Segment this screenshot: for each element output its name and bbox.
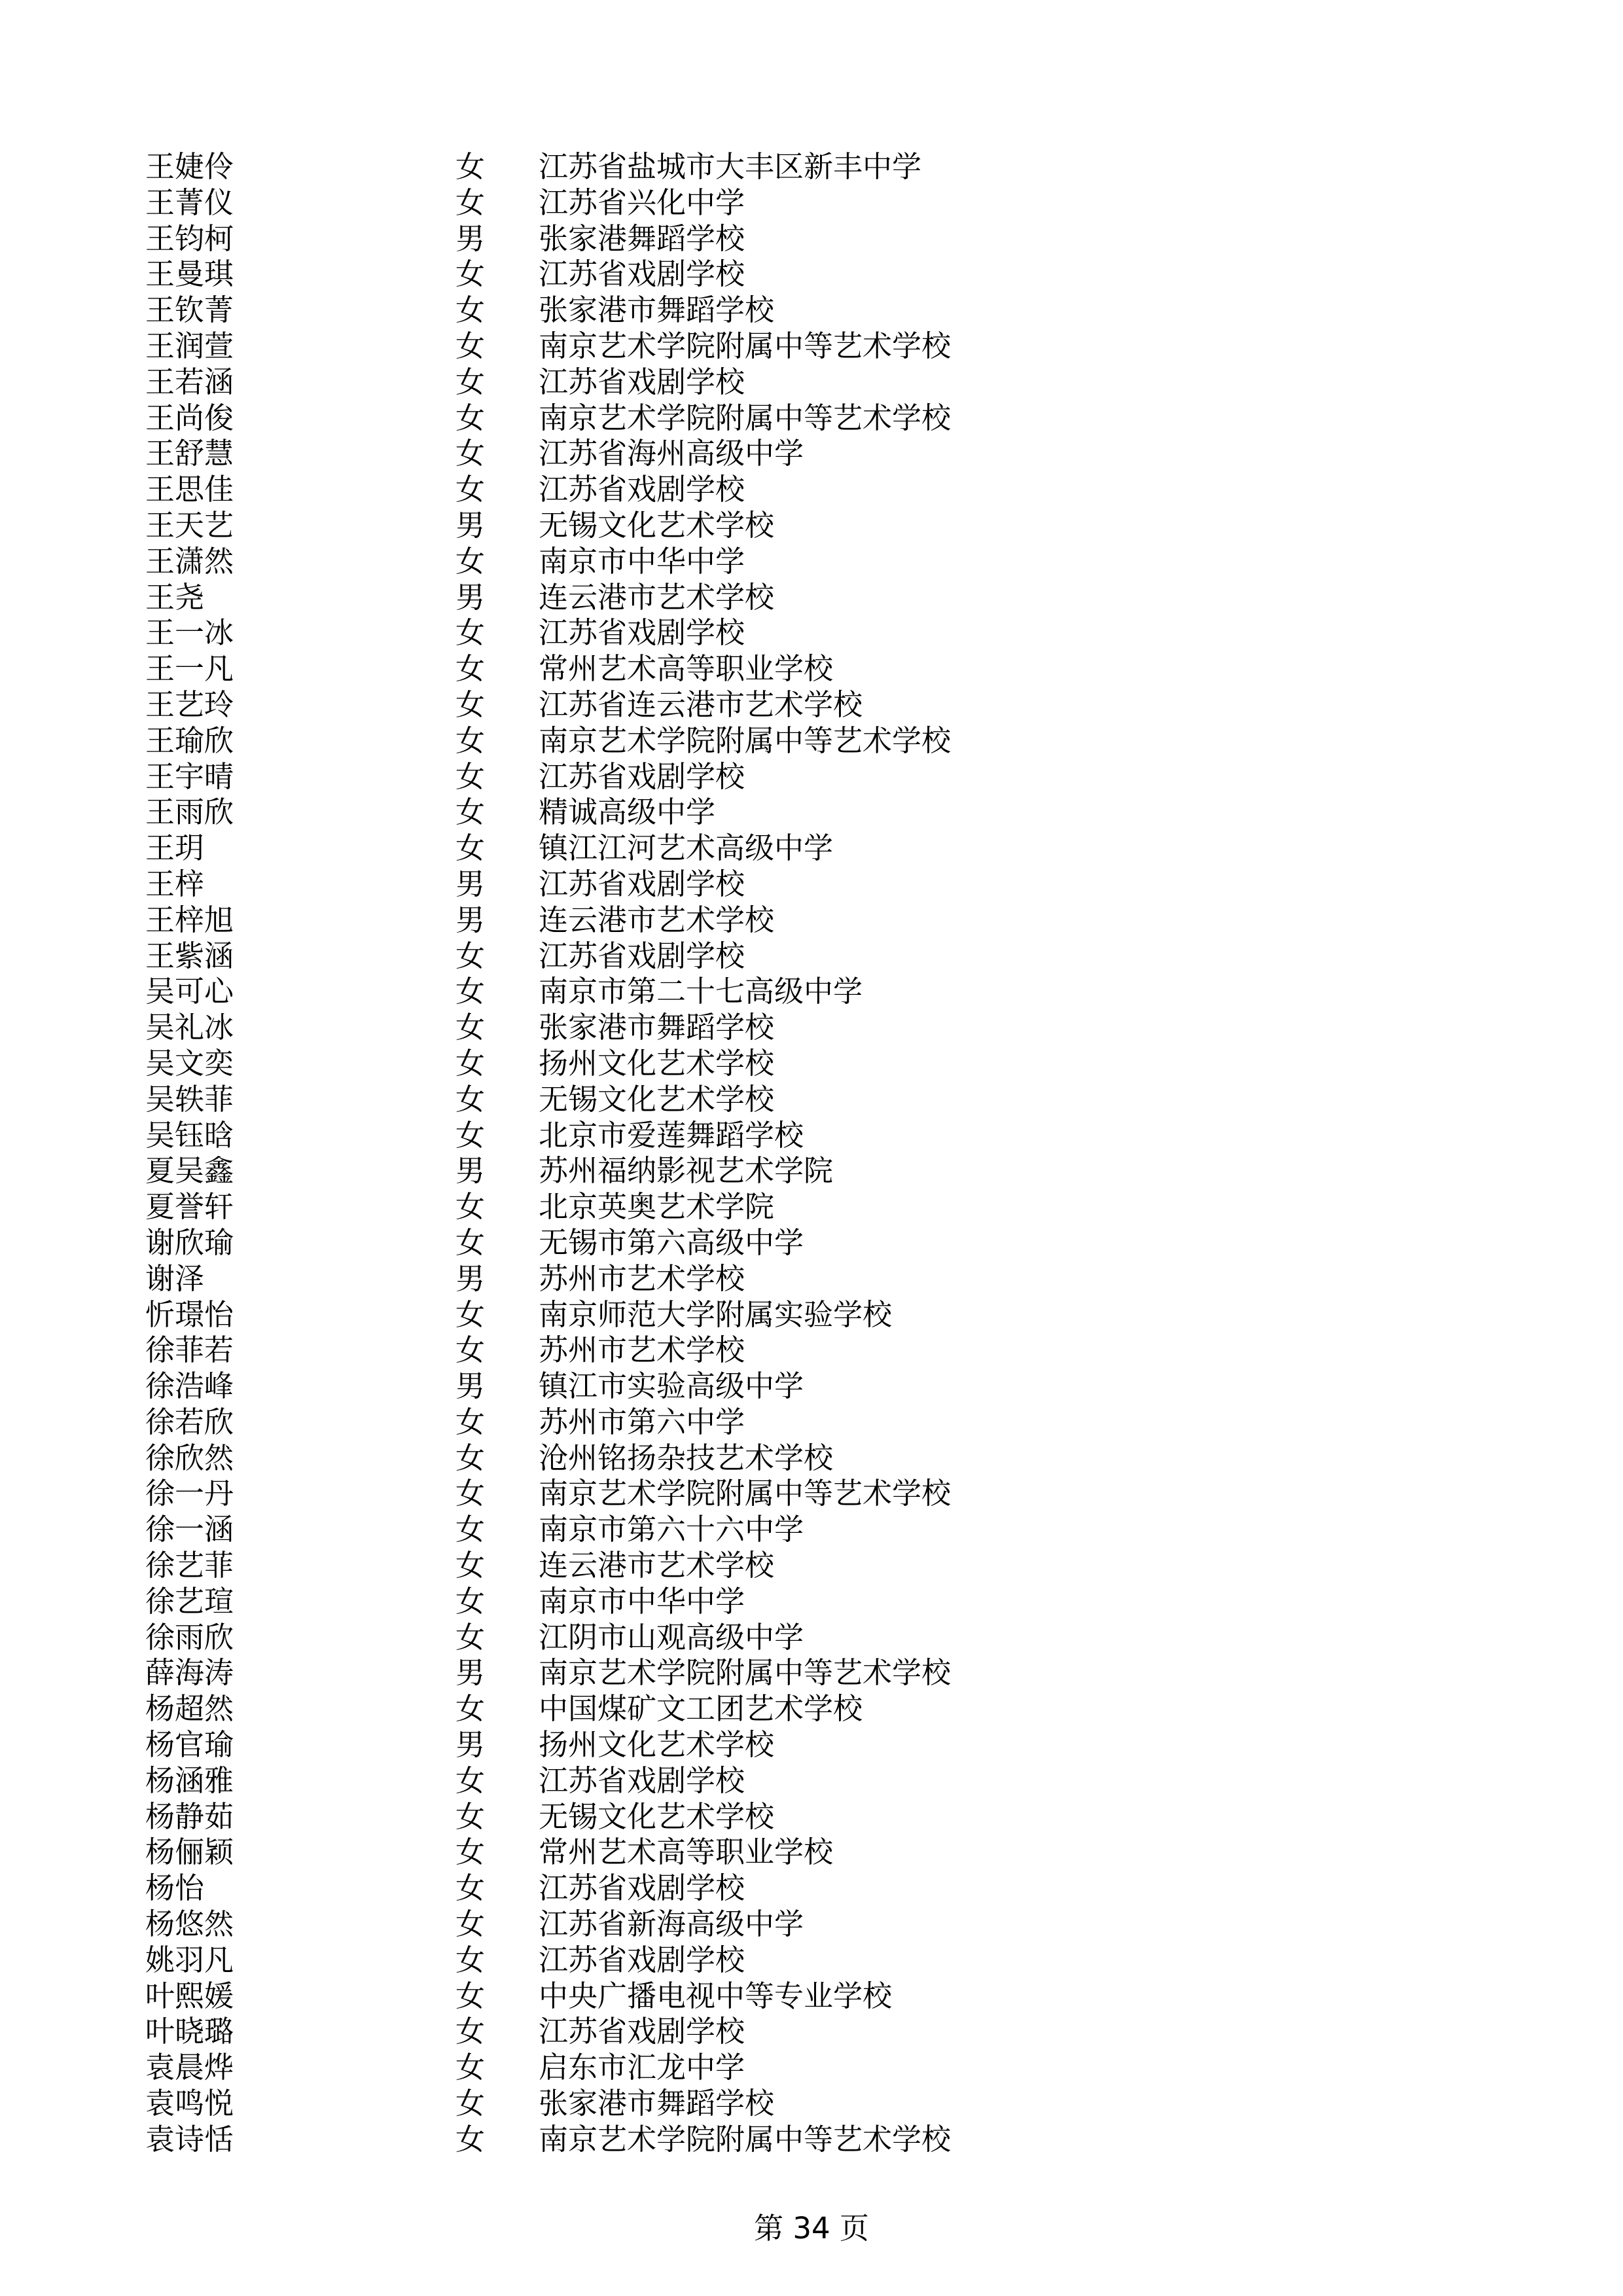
roster-row (145, 149, 1389, 185)
student-school: 南京艺术学院附属中等艺术学校 (539, 328, 952, 363)
roster-row (145, 544, 1389, 580)
student-name: 徐欣然 (145, 1440, 234, 1475)
student-gender: 女 (455, 2014, 486, 2049)
student-name: 徐一丹 (145, 1476, 234, 1511)
student-gender: 女 (455, 1799, 486, 1834)
student-name: 徐雨欣 (145, 1619, 234, 1655)
student-name: 王梓 (145, 866, 205, 901)
roster-row (145, 1046, 1389, 1082)
student-school: 扬州文化艺术学校 (539, 1045, 775, 1081)
roster-row (145, 185, 1389, 221)
student-name: 徐菲若 (145, 1333, 234, 1368)
student-name: 叶晓璐 (145, 2014, 234, 2049)
student-name: 王宇晴 (145, 759, 234, 794)
student-school: 扬州文化艺术学校 (539, 1727, 775, 1763)
student-school: 南京艺术学院附属中等艺术学校 (539, 723, 952, 758)
student-name: 薛海涛 (145, 1655, 234, 1691)
roster-row (145, 1799, 1389, 1835)
student-gender: 女 (455, 257, 486, 292)
roster-row (145, 723, 1389, 759)
student-gender: 女 (455, 1907, 486, 1942)
student-gender: 女 (455, 436, 486, 471)
student-gender: 女 (455, 1476, 486, 1511)
student-school: 江苏省戏剧学校 (539, 2014, 745, 2049)
student-school: 中央广播电视中等专业学校 (539, 1978, 893, 2013)
student-gender: 女 (455, 1871, 486, 1906)
student-name: 杨涵雅 (145, 1763, 234, 1798)
roster-row (145, 687, 1389, 723)
student-school: 江苏省戏剧学校 (539, 1763, 745, 1798)
roster-row (145, 1727, 1389, 1763)
student-school: 南京市中华中学 (539, 1583, 745, 1619)
student-gender: 女 (455, 1512, 486, 1547)
student-gender: 女 (455, 185, 486, 220)
roster-row (145, 508, 1389, 544)
roster-row (145, 1118, 1389, 1154)
student-name: 王若涵 (145, 364, 234, 399)
student-gender: 女 (455, 293, 486, 328)
roster-row (145, 1655, 1389, 1691)
roster-row (145, 651, 1389, 687)
student-name: 袁鸣悦 (145, 2086, 234, 2121)
roster-row (145, 759, 1389, 795)
student-gender: 女 (455, 328, 486, 363)
student-gender: 女 (455, 1691, 486, 1727)
student-gender: 男 (455, 1261, 486, 1296)
student-school: 江苏省连云港市艺术学校 (539, 687, 863, 722)
student-school: 常州艺术高等职业学校 (539, 651, 834, 687)
student-school: 北京市爱莲舞蹈学校 (539, 1117, 804, 1153)
student-school: 苏州市艺术学校 (539, 1261, 745, 1296)
student-school: 南京市中华中学 (539, 543, 745, 579)
student-gender: 女 (455, 1619, 486, 1655)
roster-row (145, 974, 1389, 1010)
student-gender: 男 (455, 1655, 486, 1691)
student-gender: 女 (455, 1440, 486, 1475)
roster-row (145, 293, 1389, 329)
student-gender: 女 (455, 364, 486, 399)
student-school: 江苏省戏剧学校 (539, 1942, 745, 1977)
student-school: 镇江市实验高级中学 (539, 1369, 804, 1404)
student-school: 江苏省戏剧学校 (539, 472, 745, 507)
student-name: 夏吴鑫 (145, 1153, 234, 1189)
student-gender: 男 (455, 507, 486, 543)
student-school: 张家港市舞蹈学校 (539, 293, 775, 328)
student-school: 北京英奥艺术学院 (539, 1189, 775, 1225)
student-school: 启东市汇龙中学 (539, 2050, 745, 2085)
student-gender: 女 (455, 1189, 486, 1225)
roster-row (145, 1369, 1389, 1405)
student-name: 忻璟怡 (145, 1297, 234, 1332)
student-name: 杨悠然 (145, 1907, 234, 1942)
student-gender: 女 (455, 759, 486, 794)
student-school: 江苏省戏剧学校 (539, 938, 745, 973)
student-school: 苏州市艺术学校 (539, 1333, 745, 1368)
student-gender: 女 (455, 1978, 486, 2013)
student-gender: 女 (455, 2121, 486, 2157)
student-name: 吴轶菲 (145, 1081, 234, 1117)
student-gender: 男 (455, 902, 486, 937)
student-school: 无锡文化艺术学校 (539, 1799, 775, 1834)
student-school: 南京艺术学院附属中等艺术学校 (539, 2121, 952, 2157)
roster-row (145, 257, 1389, 293)
student-gender: 女 (455, 615, 486, 651)
student-name: 王艺玲 (145, 687, 234, 722)
roster-row (145, 580, 1389, 616)
roster-row (145, 1333, 1389, 1369)
roster-row (145, 2014, 1389, 2050)
student-school: 张家港市舞蹈学校 (539, 1010, 775, 1045)
student-gender: 男 (455, 579, 486, 615)
roster-row (145, 1943, 1389, 1979)
student-name: 吴可心 (145, 974, 234, 1009)
student-name: 谢欣瑜 (145, 1225, 234, 1260)
roster-row (145, 1189, 1389, 1225)
student-school: 江苏省戏剧学校 (539, 1871, 745, 1906)
student-school: 中国煤矿文工团艺术学校 (539, 1691, 863, 1727)
student-gender: 女 (455, 1045, 486, 1081)
roster-row (145, 795, 1389, 831)
student-school: 张家港市舞蹈学校 (539, 2086, 775, 2121)
student-gender: 女 (455, 687, 486, 722)
student-gender: 女 (455, 1333, 486, 1368)
student-name: 杨怡 (145, 1871, 205, 1906)
student-school: 张家港舞蹈学校 (539, 221, 745, 256)
student-school: 无锡文化艺术学校 (539, 507, 775, 543)
student-gender: 女 (455, 795, 486, 830)
student-school: 江苏省兴化中学 (539, 185, 745, 220)
student-gender: 女 (455, 1404, 486, 1439)
student-name: 王婕伶 (145, 149, 234, 184)
roster-row (145, 1871, 1389, 1907)
student-school: 常州艺术高等职业学校 (539, 1835, 834, 1870)
student-name: 王潇然 (145, 543, 234, 579)
student-name: 杨官瑜 (145, 1727, 234, 1763)
roster-row (145, 1476, 1389, 1512)
roster-row (145, 1153, 1389, 1189)
roster-row (145, 1691, 1389, 1727)
student-name: 王润萱 (145, 328, 234, 363)
student-name: 袁晨烨 (145, 2050, 234, 2085)
roster-row (145, 831, 1389, 867)
student-name: 王菁仪 (145, 185, 234, 220)
student-school: 江苏省海州高级中学 (539, 436, 804, 471)
student-gender: 男 (455, 866, 486, 901)
roster-row (145, 2086, 1389, 2122)
roster-row (145, 1907, 1389, 1943)
page-number: 第 34 页 (754, 2211, 869, 2246)
student-school: 江苏省戏剧学校 (539, 615, 745, 651)
student-school: 无锡市第六高级中学 (539, 1225, 804, 1260)
student-school: 江阴市山观高级中学 (539, 1619, 804, 1655)
student-name: 王瑜欣 (145, 723, 234, 758)
student-school: 江苏省新海高级中学 (539, 1907, 804, 1942)
roster-row (145, 1512, 1389, 1548)
student-gender: 女 (455, 1117, 486, 1153)
student-school: 江苏省盐城市大丰区新丰中学 (539, 149, 922, 184)
roster-row (145, 365, 1389, 401)
student-name: 王玥 (145, 831, 205, 866)
student-gender: 男 (455, 1727, 486, 1763)
student-gender: 女 (455, 400, 486, 435)
student-school: 精诚高级中学 (539, 795, 716, 830)
roster-row (145, 472, 1389, 508)
student-school: 南京艺术学院附属中等艺术学校 (539, 400, 952, 435)
student-school: 镇江江河艺术高级中学 (539, 831, 834, 866)
student-gender: 女 (455, 1835, 486, 1870)
student-name: 王紫涵 (145, 938, 234, 973)
roster-row (145, 1979, 1389, 2015)
student-name: 杨静茹 (145, 1799, 234, 1834)
student-name: 吴文奕 (145, 1045, 234, 1081)
roster-row (145, 615, 1389, 651)
student-gender: 女 (455, 1583, 486, 1619)
student-name: 徐艺菲 (145, 1548, 234, 1583)
student-school: 无锡文化艺术学校 (539, 1081, 775, 1117)
student-school: 江苏省戏剧学校 (539, 759, 745, 794)
roster-row (145, 2122, 1389, 2158)
student-name: 王舒慧 (145, 436, 234, 471)
roster-row (145, 1225, 1389, 1261)
student-gender: 女 (455, 2086, 486, 2121)
roster-row (145, 1082, 1389, 1118)
student-name: 叶熙媛 (145, 1978, 234, 2013)
roster-row (145, 436, 1389, 472)
student-gender: 女 (455, 1297, 486, 1332)
student-name: 王梓旭 (145, 902, 234, 937)
student-gender: 女 (455, 472, 486, 507)
student-school: 沧州铭扬杂技艺术学校 (539, 1440, 834, 1475)
student-gender: 女 (455, 149, 486, 184)
roster-row (145, 939, 1389, 975)
student-roster (145, 149, 1389, 2158)
roster-row (145, 221, 1389, 257)
student-gender: 女 (455, 938, 486, 973)
student-gender: 女 (455, 1081, 486, 1117)
student-name: 王钦菁 (145, 293, 234, 328)
student-school: 南京市第二十七高级中学 (539, 974, 863, 1009)
roster-row (145, 2050, 1389, 2086)
student-name: 吴钰晗 (145, 1117, 234, 1153)
roster-row (145, 329, 1389, 365)
student-gender: 男 (455, 1153, 486, 1189)
student-name: 杨超然 (145, 1691, 234, 1727)
student-name: 徐若欣 (145, 1404, 234, 1439)
student-school: 苏州市第六中学 (539, 1404, 745, 1439)
roster-row (145, 1763, 1389, 1799)
student-name: 杨俪颖 (145, 1835, 234, 1870)
roster-row (145, 903, 1389, 939)
student-name: 谢泽 (145, 1261, 205, 1296)
student-gender: 女 (455, 543, 486, 579)
student-gender: 男 (455, 1369, 486, 1404)
student-gender: 男 (455, 221, 486, 256)
roster-row (145, 1835, 1389, 1871)
roster-row (145, 1548, 1389, 1584)
student-name: 王思佳 (145, 472, 234, 507)
student-name: 徐艺瑄 (145, 1583, 234, 1619)
student-gender: 女 (455, 723, 486, 758)
student-name: 夏誉轩 (145, 1189, 234, 1225)
student-name: 王天艺 (145, 507, 234, 543)
student-name: 王钧柯 (145, 221, 234, 256)
student-school: 连云港市艺术学校 (539, 1548, 775, 1583)
student-name: 王雨欣 (145, 795, 234, 830)
student-school: 连云港市艺术学校 (539, 902, 775, 937)
roster-row (145, 1405, 1389, 1441)
student-name: 王曼琪 (145, 257, 234, 292)
student-name: 徐浩峰 (145, 1369, 234, 1404)
student-school: 江苏省戏剧学校 (539, 866, 745, 901)
student-name: 王尚俊 (145, 400, 234, 435)
student-name: 徐一涵 (145, 1512, 234, 1547)
roster-row (145, 1297, 1389, 1333)
student-name: 王一凡 (145, 651, 234, 687)
student-school: 南京艺术学院附属中等艺术学校 (539, 1476, 952, 1511)
student-name: 吴礼冰 (145, 1010, 234, 1045)
student-name: 姚羽凡 (145, 1942, 234, 1977)
roster-row (145, 401, 1389, 437)
roster-row (145, 867, 1389, 903)
student-gender: 女 (455, 831, 486, 866)
student-gender: 女 (455, 1763, 486, 1798)
roster-row (145, 1584, 1389, 1620)
student-name: 王一冰 (145, 615, 234, 651)
student-gender: 女 (455, 1225, 486, 1260)
student-gender: 女 (455, 974, 486, 1009)
roster-row (145, 1261, 1389, 1297)
student-gender: 女 (455, 651, 486, 687)
roster-row (145, 1441, 1389, 1477)
student-school: 南京市第六十六中学 (539, 1512, 804, 1547)
roster-row (145, 1620, 1389, 1656)
student-name: 袁诗恬 (145, 2121, 234, 2157)
student-gender: 女 (455, 1010, 486, 1045)
student-school: 江苏省戏剧学校 (539, 257, 745, 292)
student-school: 南京艺术学院附属中等艺术学校 (539, 1655, 952, 1691)
student-school: 连云港市艺术学校 (539, 579, 775, 615)
student-gender: 女 (455, 1942, 486, 1977)
student-gender: 女 (455, 1548, 486, 1583)
student-school: 苏州福纳影视艺术学院 (539, 1153, 834, 1189)
roster-row (145, 1010, 1389, 1046)
student-gender: 女 (455, 2050, 486, 2085)
student-name: 王尧 (145, 579, 205, 615)
student-school: 南京师范大学附属实验学校 (539, 1297, 893, 1332)
student-school: 江苏省戏剧学校 (539, 364, 745, 399)
